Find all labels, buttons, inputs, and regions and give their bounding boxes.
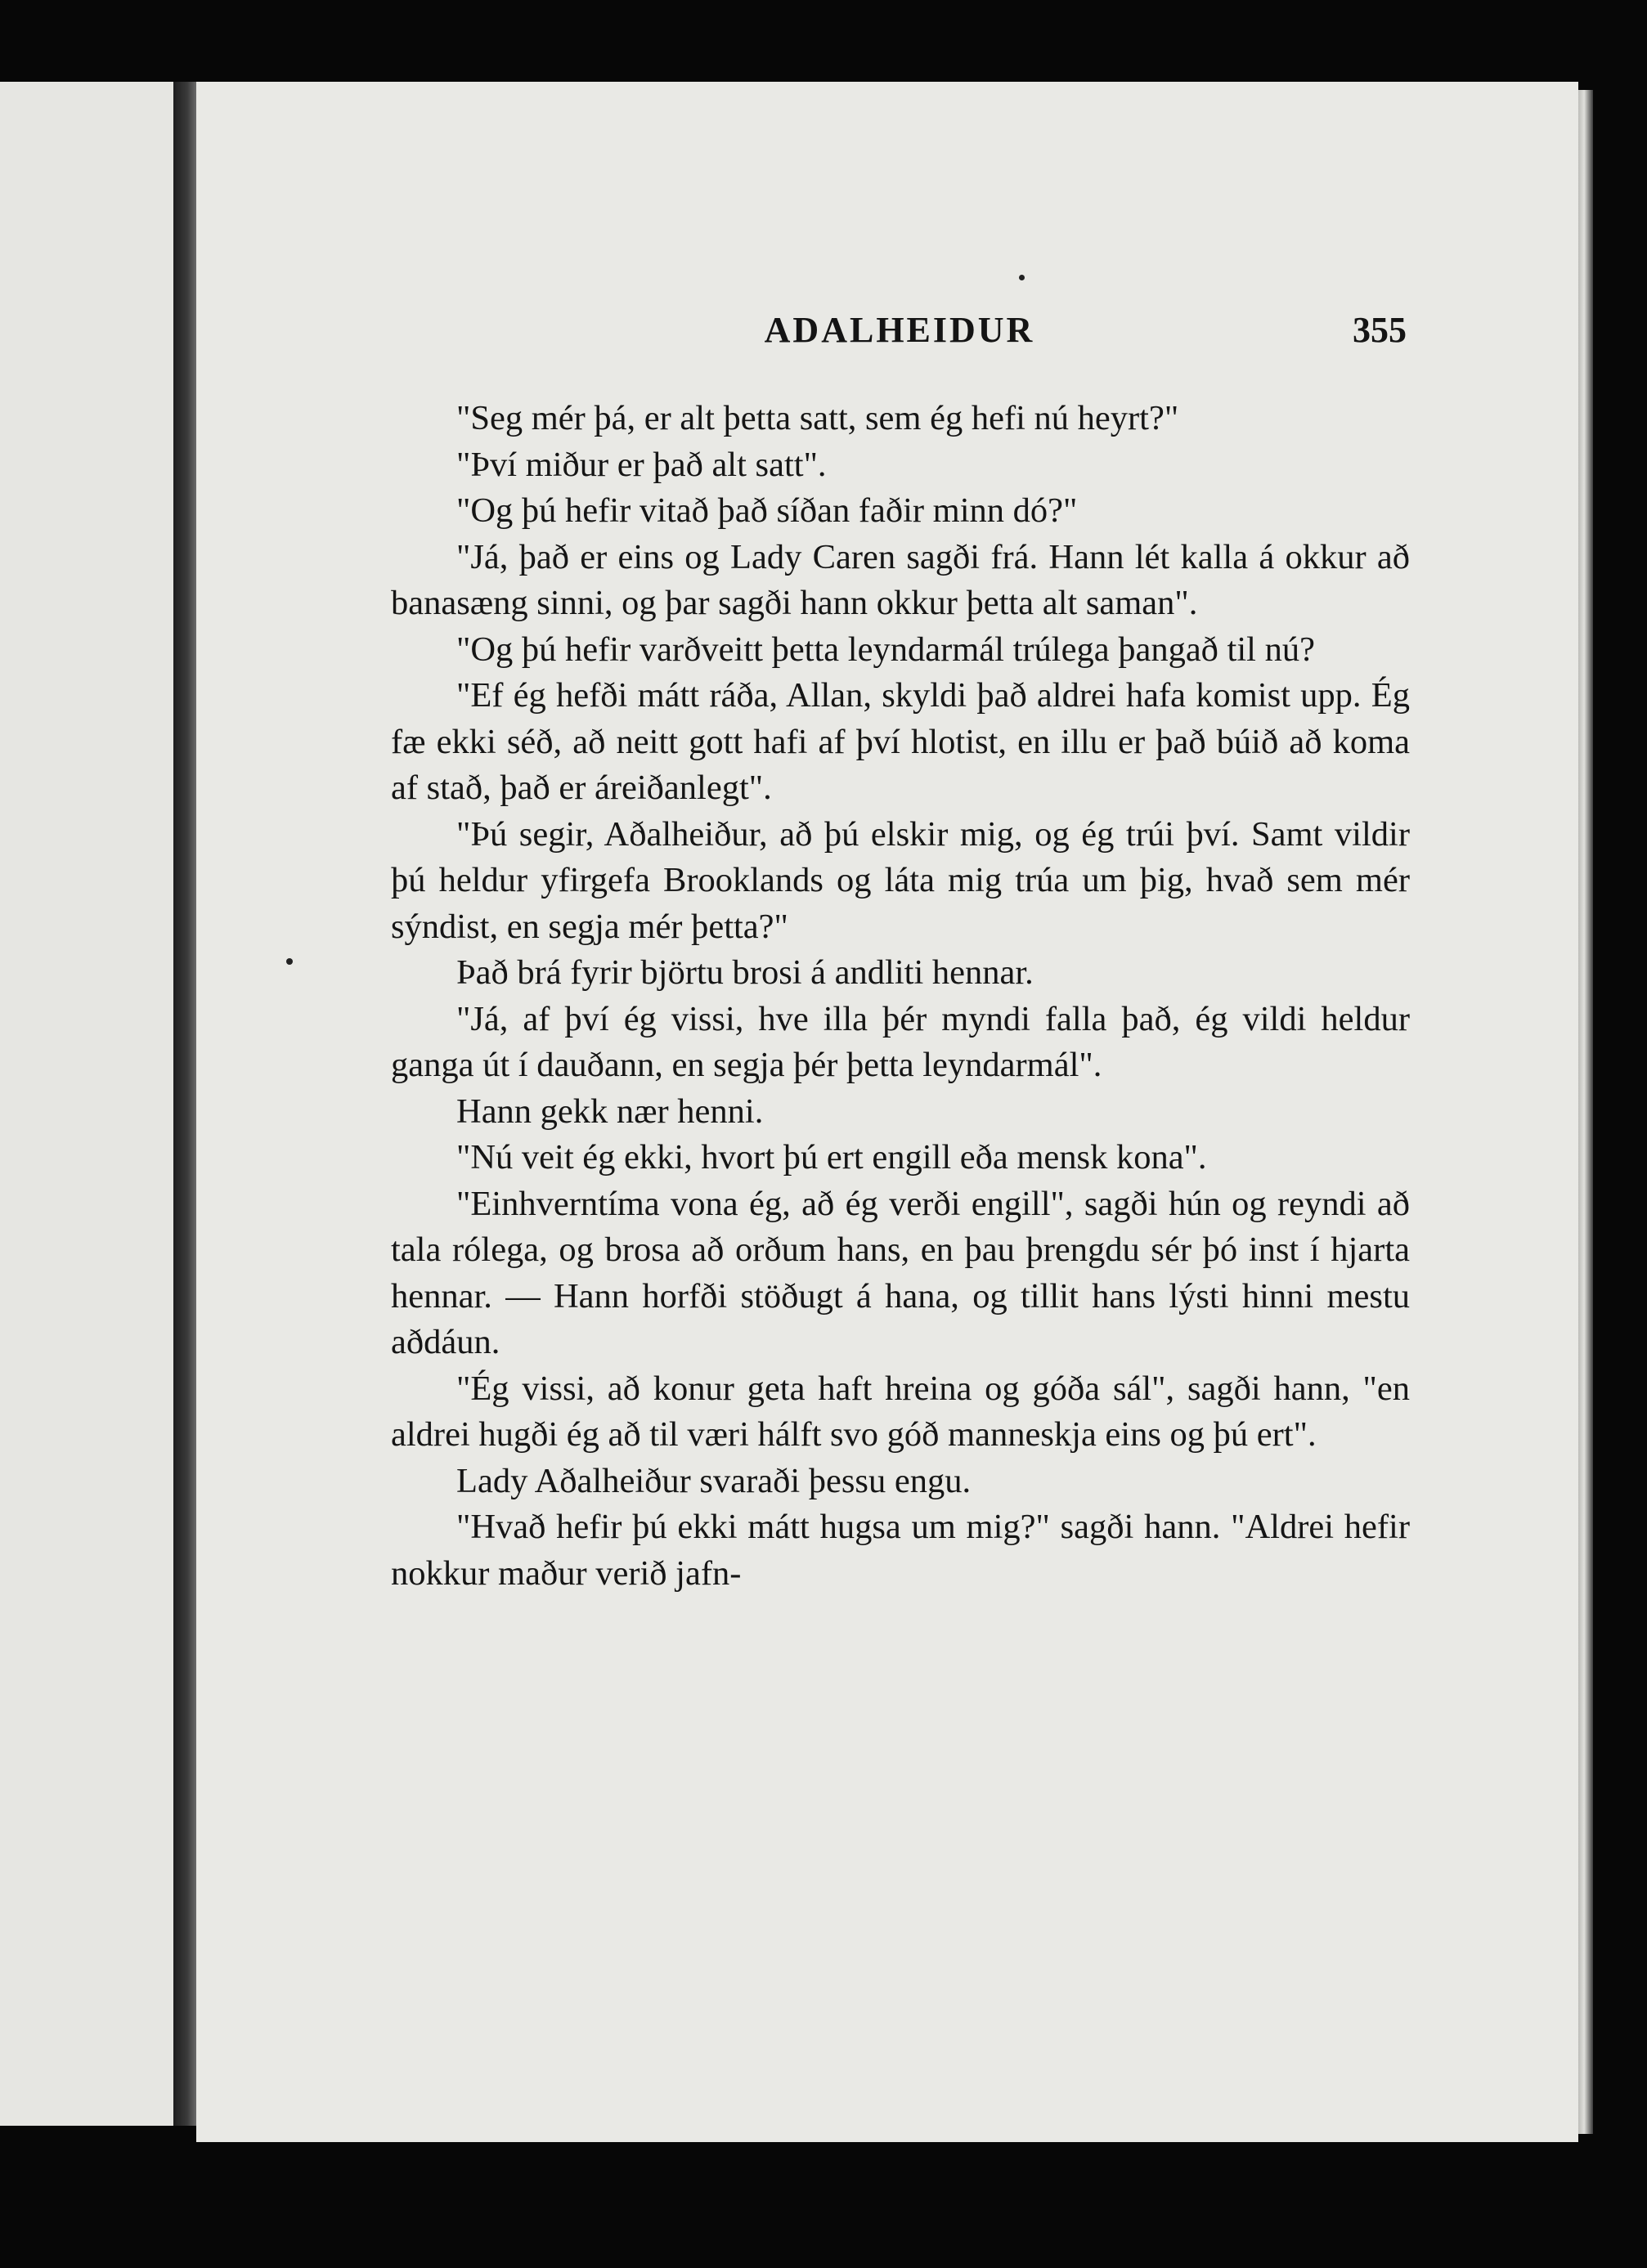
- page-right-edge: [1578, 90, 1593, 2134]
- speck-mark: [1019, 275, 1025, 280]
- page-number: 355: [1353, 310, 1407, 350]
- speck-mark: [286, 958, 293, 965]
- paragraph: "Ég vissi, að konur geta haft hreina og góða sál", sagði hann, "en aldrei hugði ég að til væri hálft svo góð manneskja eins og þú ert".: [391, 1369, 1410, 1454]
- paragraph: "Hvað hefir þú ekki mátt hugsa um mig?" sagði hann. "Aldrei hefir nokkur maður verið jafn-: [391, 1508, 1410, 1593]
- paragraph: Hann gekk nær henni.: [456, 1091, 764, 1131]
- paragraph: "Já, af því ég vissi, hve illa þér myndi falla það, ég vildi heldur ganga út í dauðann, en segja þér þetta leyndarmál".: [391, 999, 1410, 1084]
- paragraph: "Þú segir, Aðalheiður, að þú elskir mig, og ég trúi því. Samt vildir þú heldur yfirgefa Brooklands og láta mig trúa um þig, hvað sem mér sýndist, en segja mér þetta?": [391, 814, 1410, 946]
- paragraph: "Ef ég hefði mátt ráða, Allan, skyldi það aldrei hafa komist upp. Ég fæ ekki séð, að neitt gott hafi af því hlotist, en illu er það búið að koma af stað, það er áreiðanlegt".: [391, 676, 1410, 807]
- running-head: [393, 309, 1407, 358]
- left-page-edge: [0, 82, 173, 2126]
- paragraph: Það brá fyrir björtu brosi á andliti hennar.: [456, 953, 1034, 992]
- paragraph: "Því miður er það alt satt".: [456, 445, 827, 484]
- paragraph: "Einhverntíma vona ég, að ég verði engill", sagði hún og reyndi að tala rólega, og brosa að orðum hans, en þau þrengdu sér þó inst í hjarta hennar. — Hann horfði stöðugt á hana, og tillit hans lýsti hinni mestu aðdáun.: [391, 1184, 1410, 1361]
- binding-gutter: [173, 82, 196, 2126]
- paragraph: "Já, það er eins og Lady Caren sagði frá. Hann lét kalla á okkur að banasæng sinni, og þar sagði hann okkur þetta alt saman".: [391, 537, 1410, 622]
- paragraph: "Og þú hefir varðveitt þetta leyndarmál trúlega þangað til nú?: [456, 630, 1315, 669]
- body-text: [391, 396, 1410, 1597]
- paragraph: Lady Aðalheiður svaraði þessu engu.: [456, 1461, 972, 1500]
- paragraph: "Seg mér þá, er alt þetta satt, sem ég hefi nú heyrt?": [456, 399, 1179, 437]
- paragraph: "Og þú hefir vitað það síðan faðir minn dó?": [456, 491, 1078, 530]
- running-title: ADALHEIDUR: [764, 310, 1035, 350]
- paragraph: "Nú veit ég ekki, hvort þú ert engill eða mensk kona".: [456, 1138, 1207, 1177]
